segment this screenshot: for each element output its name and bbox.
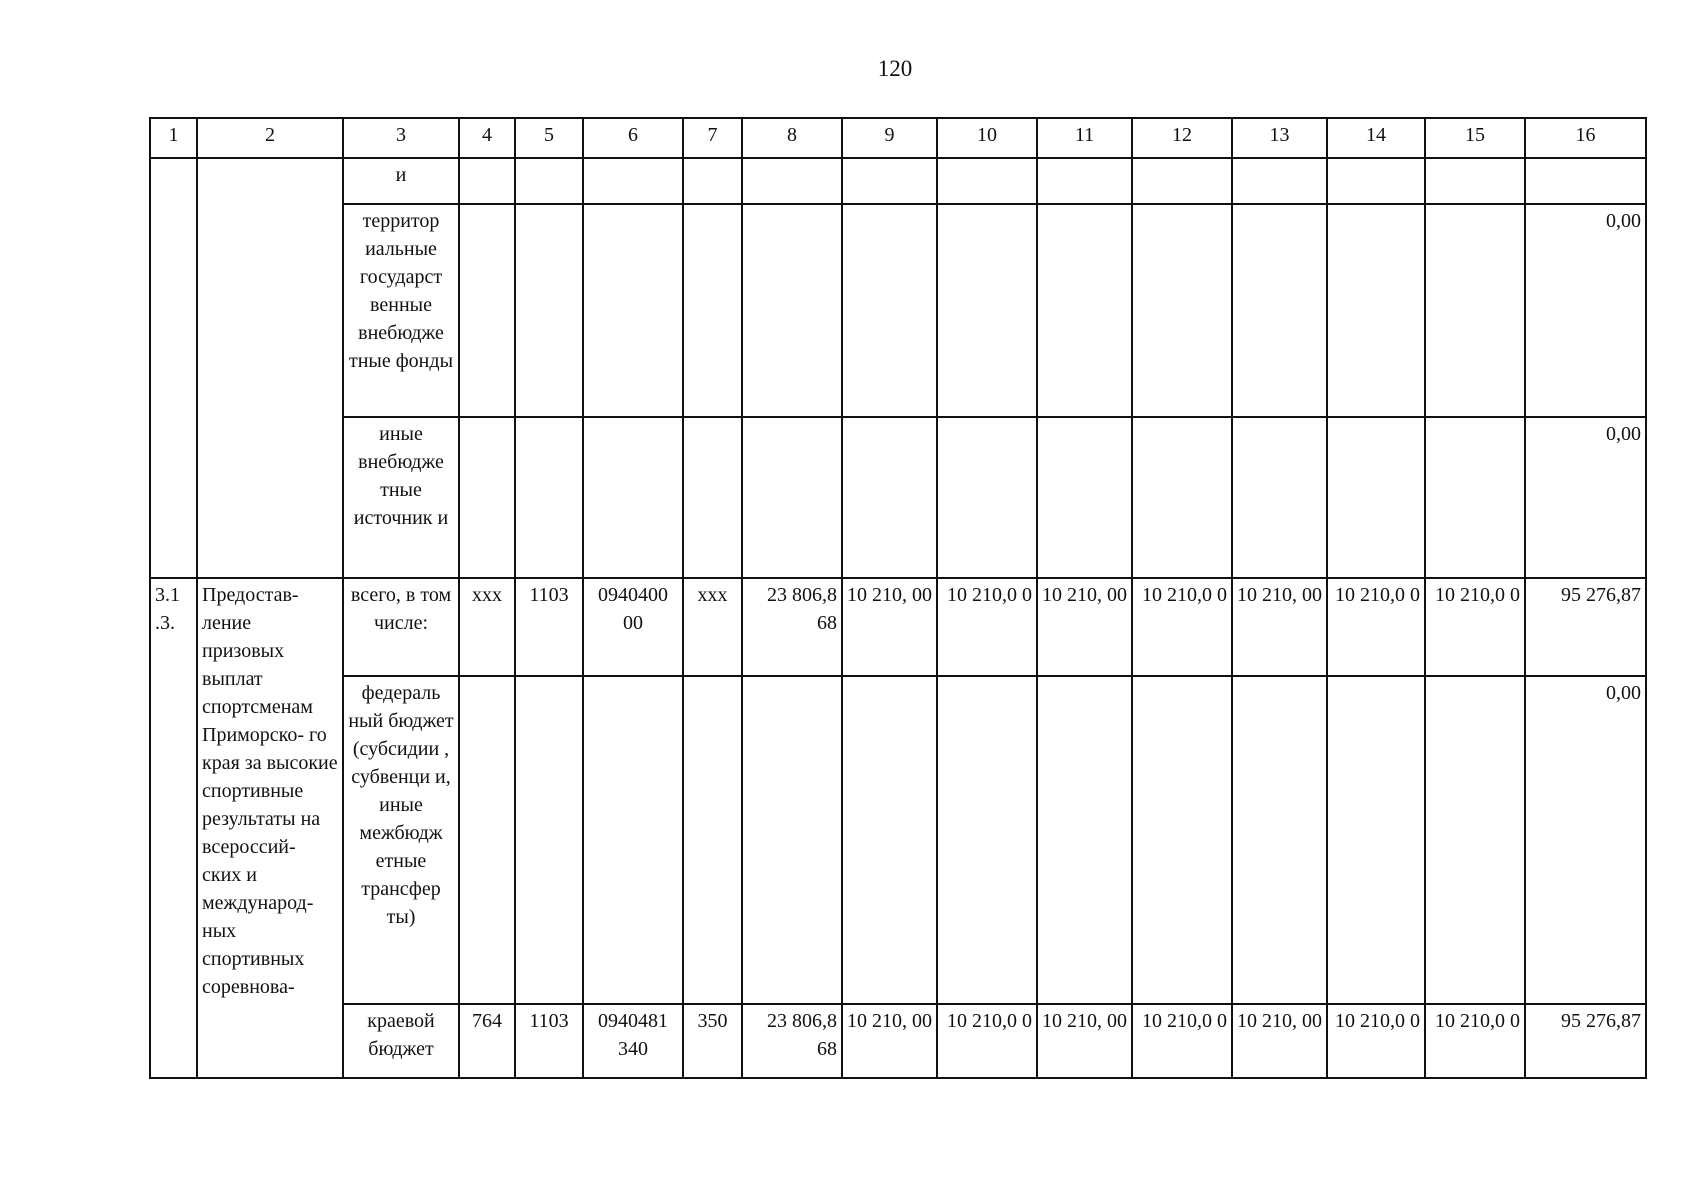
- item-number: 3.1 .3.: [150, 578, 197, 1078]
- table-cell: ххх: [683, 578, 742, 676]
- total-cell: 95 276,87: [1525, 1004, 1646, 1078]
- page-number: 120: [877, 56, 913, 81]
- table-cell: 1103: [515, 1004, 583, 1078]
- table-cell: 10 210, 00: [1037, 578, 1132, 676]
- header-cell: 1: [150, 118, 197, 158]
- source-label: краевой бюджет: [343, 1004, 459, 1078]
- table-row: [150, 204, 1646, 417]
- total-cell: 0,00: [1525, 204, 1646, 417]
- header-cell: 15: [1425, 118, 1525, 158]
- table-cell: 10 210, 00: [842, 578, 937, 676]
- header-cell: 8: [742, 118, 842, 158]
- budget-table: [149, 117, 1647, 1079]
- header-cell: 2: [197, 118, 343, 158]
- table-cell: 10 210,0 0: [1132, 1004, 1232, 1078]
- table-row: [150, 158, 1646, 204]
- table-row: [150, 676, 1646, 1004]
- header-cell: 7: [683, 118, 742, 158]
- header-cell: 13: [1232, 118, 1327, 158]
- table-cell: 10 210,0 0: [1425, 1004, 1525, 1078]
- header-cell: 6: [583, 118, 683, 158]
- table-row: [150, 578, 1646, 676]
- table-cell: 23 806,8 68: [742, 578, 842, 676]
- table-cell: [150, 158, 197, 578]
- table-cell: 10 210,0 0: [1425, 578, 1525, 676]
- header-cell: 12: [1132, 118, 1232, 158]
- total-cell: 95 276,87: [1525, 578, 1646, 676]
- table-cell: [197, 158, 343, 578]
- table-row: [150, 1004, 1646, 1078]
- source-label: и: [343, 158, 459, 204]
- table-cell: 10 210,0 0: [1327, 578, 1425, 676]
- table-cell: 10 210, 00: [1037, 1004, 1132, 1078]
- header-cell: 10: [937, 118, 1037, 158]
- source-label: всего, в том числе:: [343, 578, 459, 676]
- table-row: [150, 417, 1646, 578]
- table-cell: 10 210, 00: [842, 1004, 937, 1078]
- header-cell: 5: [515, 118, 583, 158]
- table-cell: 350: [683, 1004, 742, 1078]
- header-cell: 11: [1037, 118, 1132, 158]
- item-name: Предостав- ление призовых выплат спортсменам Приморско- го края за высокие спортивные результаты на всероссий- ских и международ- ных спортивных соревнова-: [197, 578, 343, 1078]
- header-cell: 4: [459, 118, 515, 158]
- source-label: иные внебюдже тные источник и: [343, 417, 459, 578]
- header-cell: 9: [842, 118, 937, 158]
- table-cell: ххх: [459, 578, 515, 676]
- table-cell: 1103: [515, 578, 583, 676]
- total-cell: 0,00: [1525, 676, 1646, 1004]
- table-cell: 10 210,0 0: [1327, 1004, 1425, 1078]
- source-label: территор иальные государст венные внебюдже тные фонды: [343, 204, 459, 417]
- table-cell: 10 210, 00: [1232, 1004, 1327, 1078]
- header-cell: 3: [343, 118, 459, 158]
- table-cell: 0940481 340: [583, 1004, 683, 1078]
- table-cell: 764: [459, 1004, 515, 1078]
- header-cell: 16: [1525, 118, 1646, 158]
- header-row: [150, 118, 1646, 158]
- source-label: федераль ный бюджет (субсидии , субвенци и, иные межбюдж етные трансфер ты): [343, 676, 459, 1004]
- table-cell: 10 210, 00: [1232, 578, 1327, 676]
- table-cell: 10 210,0 0: [1132, 578, 1232, 676]
- total-cell: 0,00: [1525, 417, 1646, 578]
- table-cell: 23 806,8 68: [742, 1004, 842, 1078]
- table-cell: 0940400 00: [583, 578, 683, 676]
- header-cell: 14: [1327, 118, 1425, 158]
- table-cell: 10 210,0 0: [937, 1004, 1037, 1078]
- table-cell: 10 210,0 0: [937, 578, 1037, 676]
